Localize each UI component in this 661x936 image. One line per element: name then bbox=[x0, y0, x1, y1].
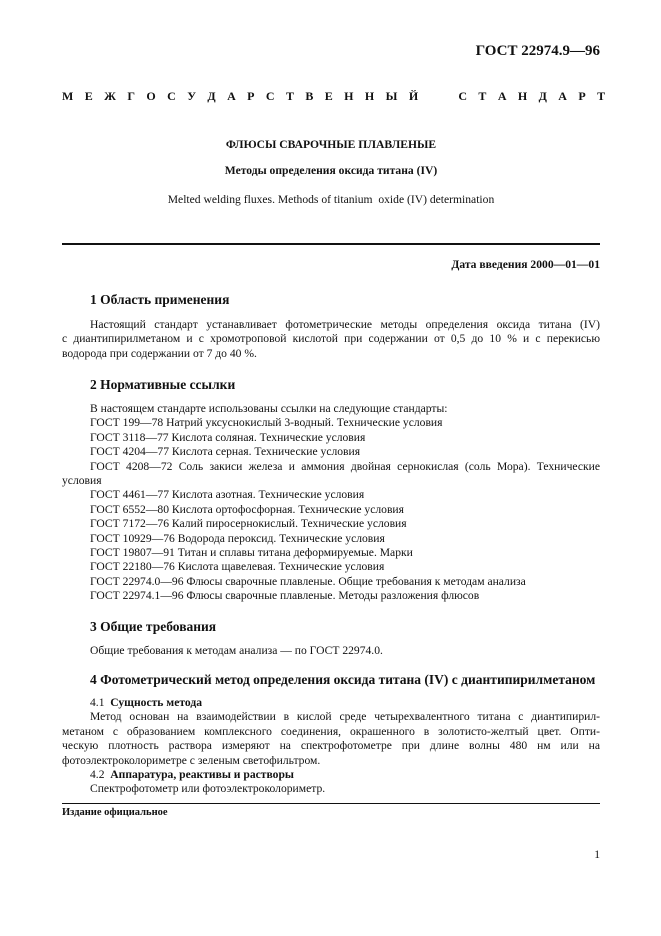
references-list bbox=[62, 402, 600, 604]
page-number: 1 bbox=[594, 848, 600, 861]
reference-item: ГОСТ 22974.0—96 Флюсы сварочные плавленые. Общие требования к методам анализа bbox=[90, 574, 526, 588]
text-line: Спектрофотометр или фотоэлектроколориметр. bbox=[90, 782, 326, 796]
reference-item: условия bbox=[62, 474, 102, 488]
reference-item: ГОСТ 4204—77 Кислота серная. Технические условия bbox=[90, 445, 361, 459]
subsection-4-1-heading bbox=[62, 696, 600, 710]
reference-item: ГОСТ 6552—80 Кислота ортофосфорная. Технические условия bbox=[90, 502, 404, 516]
reference-item: ГОСТ 19807—91 Титан и сплавы титана деформируемые. Марки bbox=[90, 546, 413, 560]
text-line: фотоэлектроколориметре с зеленым светофильтром. bbox=[62, 753, 321, 767]
text-line: Метод основан на взаимодействии в кислой среде четырехвалентного титана с диантипирил- bbox=[90, 710, 600, 724]
text-line: метаном с образованием комплексного соединения, окрашенного в золотисто-желтый цвет. Опти- bbox=[62, 724, 600, 738]
text-line: ческую плотность раствора измеряют на спектрофотометре при длине волны 480 нм или на bbox=[62, 739, 600, 753]
section-1-heading: 1 Область применения bbox=[90, 292, 230, 307]
text-line: водорода при содержании от 7 до 40 %. bbox=[62, 346, 257, 360]
section-2-heading: 2 Нормативные ссылки bbox=[90, 377, 236, 392]
gost-number: ГОСТ 22974.9—96 bbox=[475, 43, 600, 59]
header-rule bbox=[62, 243, 600, 245]
text-line: Настоящий стандарт устанавливает фотометрические методы определения оксида титана (IV) bbox=[90, 318, 600, 331]
reference-item: ГОСТ 4461—77 Кислота азотная. Технические условия bbox=[90, 488, 365, 502]
subsection-title: Аппаратура, реактивы и растворы bbox=[110, 768, 294, 782]
standard-category: М Е Ж Г О С У Д А Р С Т В Е Н Н Ы Й С Т А Н Д А Р Т bbox=[62, 89, 610, 103]
doc-subtitle: Методы определения оксида титана (IV) bbox=[224, 164, 438, 177]
subsection-title: Сущность метода bbox=[110, 696, 203, 709]
section-3-text: Общие требования к методам анализа — по ГОСТ 22974.0. bbox=[90, 644, 383, 657]
references-intro: В настоящем стандарте использованы ссылки на следующие стандарты: bbox=[90, 402, 448, 415]
reference-item: ГОСТ 10929—76 Водорода пероксид. Технические условия bbox=[90, 531, 385, 545]
text-line: с диантипирилметаном и с хромотроповой кислотой при содержании от 0,5 до 10 % и с перекисью bbox=[62, 332, 600, 346]
reference-item: ГОСТ 22180—76 Кислота щавелевая. Технические условия bbox=[90, 560, 385, 574]
reference-item: ГОСТ 199—78 Натрий уксуснокислый 3-водный. Технические условия bbox=[90, 416, 443, 430]
section-3-heading: 3 Общие требования bbox=[90, 619, 217, 634]
reference-item: ГОСТ 7172—76 Калий пиросернокислый. Технические условия bbox=[90, 517, 407, 531]
doc-title-english: Melted welding fluxes. Methods of titanium oxide (IV) determination bbox=[167, 193, 495, 206]
subsection-4-2-heading bbox=[62, 768, 600, 782]
subsection-number: 4.2 bbox=[90, 768, 105, 782]
footer-rule bbox=[62, 803, 600, 804]
reference-item: ГОСТ 3118—77 Кислота соляная. Технические условия bbox=[90, 430, 366, 444]
effective-date: Дата введения 2000—01—01 bbox=[451, 258, 600, 271]
subsection-number: 4.1 bbox=[90, 696, 105, 709]
reference-item: ГОСТ 4208—72 Соль закиси железа и аммония двойная сернокислая (соль Мора). Технические bbox=[90, 459, 600, 473]
section-1-text bbox=[62, 318, 600, 361]
section-4-heading: 4 Фотометрический метод определения оксида титана (IV) с диантипирилметаном bbox=[90, 672, 596, 687]
reference-item: ГОСТ 22974.1—96 Флюсы сварочные плавленые. Методы разложения флюсов bbox=[90, 589, 480, 603]
section-4-body bbox=[62, 696, 600, 797]
edition-label: Издание официальное bbox=[62, 807, 168, 818]
doc-title: ФЛЮСЫ СВАРОЧНЫЕ ПЛАВЛЕНЫЕ bbox=[225, 138, 437, 151]
